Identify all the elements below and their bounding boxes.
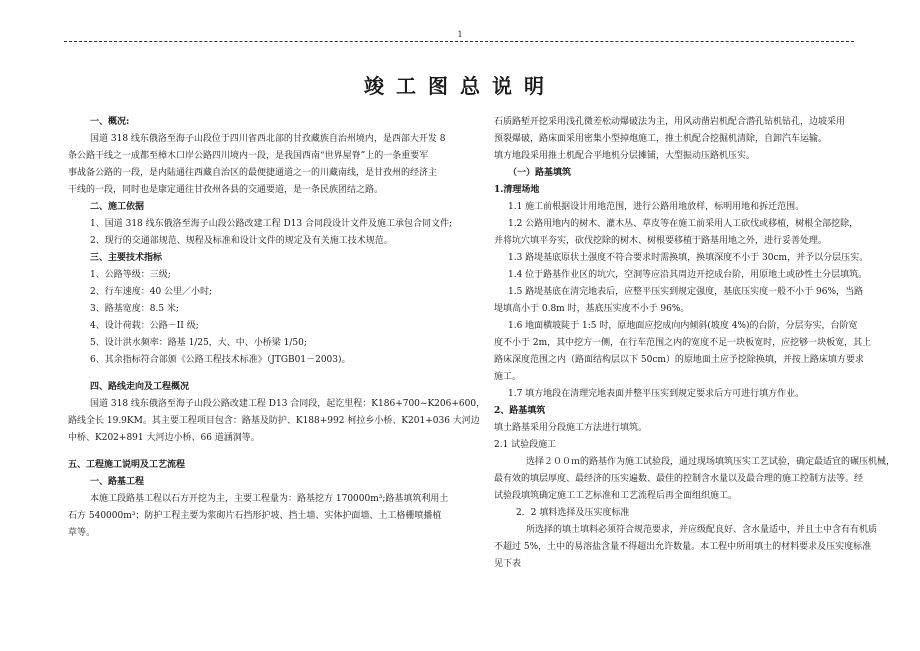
left-column [68, 114, 485, 542]
section-heading: 二、施工依据 [90, 202, 145, 212]
section-heading: 四、路线走向及工程概况 [90, 382, 190, 392]
paragraph-line [68, 447, 485, 457]
paragraph-line [68, 369, 485, 379]
paragraph-line: 事战备公路的一段，是内陆通往西藏自治区的最便捷通道之一的川藏南线，是甘孜州的经济主 [68, 168, 438, 178]
paragraph-line: 2、现行的交通部规范、规程及标准和设计文件的规定及有关施工技术规范。 [90, 236, 393, 246]
section-heading: 三、主要技术指标 [90, 253, 163, 263]
page-number: 1 [457, 30, 463, 39]
paragraph-line: 填方地段采用推土机配合平地机分层摊铺，大型振动压路机压实。 [494, 151, 756, 161]
paragraph-line: 2、行车速度：40 公里／小时; [90, 287, 213, 297]
paragraph-line: 见下表 [494, 559, 522, 569]
section-heading: 2、路基填筑 [494, 406, 546, 416]
paragraph-line: 1、国道 318 线东俄洛至海子山段公路改建工程 D13 合同段设计文件及施工承包合同文件; [90, 219, 453, 229]
paragraph-line: 1.1 施工前根据设计用地范围，进行公路用地放样，标明用地和拆迁范围。 [508, 202, 805, 212]
paragraph-line: 条公路干线之一成都至樟木口岸公路四川境内一段，是我国西南“世界屋脊”上的一条重要军 [68, 151, 429, 161]
paragraph-line: 不超过 5%，土中的易溶盐含量不得超出允许数量。本工程中所用填土的材料要求及压实度标准 [494, 542, 872, 552]
paragraph-line: 干线的一段，同时也是康定通往甘孜州各县的交通要道，是一条民族团结之路。 [68, 185, 384, 195]
paragraph-line: 1.3 路堤基底原状土强度不符合要求时需换填，换填深度不小于 30cm，并予以分层压实。 [508, 253, 869, 263]
paragraph-line: 石方 540000m³；防护工程主要为浆砌片石挡形护坡、挡土墙、实体护面墙、土工格栅喷播植 [68, 511, 442, 521]
paragraph-line: 并将坑穴填平夯实，砍伐挖除的树木、树根要移植于路基用地之外，进行妥善处理。 [494, 236, 828, 246]
paragraph-line: 路线全长 19.9KM。其主要工程项目包含：路基及防护、K188+992 柯拉乡小桥、K201+036 大河边 [68, 416, 480, 426]
paragraph-line: 1.6 地面横坡陡于 1:5 时，原地面应挖成向内倾斜(坡度 4%)的台阶，分层夯实，台阶宽 [508, 321, 858, 331]
paragraph-line: 选择２００ｍ的路基作为施工试验段，通过现场填筑压实工艺试验，确定最适宜的碾压机械， [526, 457, 896, 467]
paragraph-line: 所选择的填土填料必须符合规范要求，并应级配良好、含水量适中，并且土中含有有机质 [526, 525, 878, 535]
section-heading: 五、工程施工说明及工艺流程 [68, 460, 186, 470]
paragraph-line: 1.2 公路用地内的树木、灌木丛、草皮等在施工前采用人工砍伐或移植，树根全部挖除， [508, 219, 859, 229]
paragraph-line: 预裂爆破，路床面采用密集小型掉炮施工，推土机配合挖掘机清除，自卸汽车运输。 [494, 134, 828, 144]
paragraph-line: 填土路基采用分段施工方法进行填筑。 [494, 423, 648, 433]
paragraph-line: 中桥、K202+891 大河边小桥、66 道涵洞等。 [68, 433, 260, 443]
paragraph-line: 国道 318 线东俄洛至海子山段公路改建工程 D13 合同段，起讫里程：K186+700~K206+600， [90, 399, 486, 409]
paragraph-line: 6、其余指标符合部颁《公路工程技术标准》（JTGB01－2003)。 [90, 355, 351, 365]
paragraph-line: 2.1 试验段施工 [494, 440, 557, 450]
paragraph-line: 国道 318 线东俄洛至海子山段位于四川省西北部的甘孜藏族自治州境内，是西部大开发 8 [90, 134, 446, 144]
paragraph-line: 草等。 [68, 528, 96, 538]
section-heading: （一）路基填筑 [508, 168, 572, 178]
header-rule [64, 41, 854, 42]
paragraph-line: 度不小于 2m，其中挖方一侧，在行车范围之内的宽度不足一块板宽时，应挖够一块板宽，其上 [494, 338, 872, 348]
paragraph-line: 施工。 [494, 372, 522, 382]
paragraph-line: 路床深度范围之内（路面结构层以下 50cm）的原地面土应予挖除换填，并按上路床填方要求 [494, 355, 864, 365]
paragraph-line: 石质路堑开挖采用浅孔微差松动爆破法为主，用风动凿岩机配合潜孔钻机钻孔，边坡采用 [494, 117, 846, 127]
paragraph-line: 最有效的填层厚度、最经济的压实遍数、最佳的控制含水量以及最合理的施工控制方法等。经 [494, 474, 864, 484]
paragraph-line: 3、路基宽度：8.5 米; [90, 304, 179, 314]
paragraph-line: 堤填高小于 0.8m 时，基底压实度不小于 96%。 [494, 304, 690, 314]
section-heading: 1.清理场地 [494, 185, 540, 195]
paragraph-line: 本施工段路基工程以石方开挖为主，主要工程量为：路基挖方 170000m³;路基填筑利用土 [90, 494, 449, 504]
paragraph-line: 1、公路等级：三级; [90, 270, 171, 280]
section-heading: 一、概况: [90, 117, 130, 127]
paragraph-line: 5、设计洪水频率：路基 1/25，大、中、小桥梁 1/50; [90, 338, 307, 348]
page-title: 竣工图总说明 [364, 74, 556, 98]
paragraph-line: 4、设计荷载：公路－II 级; [90, 321, 199, 331]
paragraph-line: 2．2 填料选择及压实度标准 [516, 508, 630, 518]
right-column [494, 114, 895, 573]
paragraph-line: 1.5 路堤基底在清完地表后，应整平压实到规定强度，基底压实度一般不小于 96%，当路 [508, 287, 864, 297]
paragraph-line: 1.4 位于路基作业区的坑穴，空洞等应沿其周边开挖成台阶，用原地土或砂性土分层填筑。 [508, 270, 868, 280]
paragraph-line: 1.7 填方地段在清理完地表面并整平压实到规定要求后方可进行填方作业。 [508, 389, 805, 399]
section-heading: 一、路基工程 [90, 477, 145, 487]
paragraph-line: 试验段填筑确定施工工艺标准和工艺流程后再全面组织施工。 [494, 491, 738, 501]
